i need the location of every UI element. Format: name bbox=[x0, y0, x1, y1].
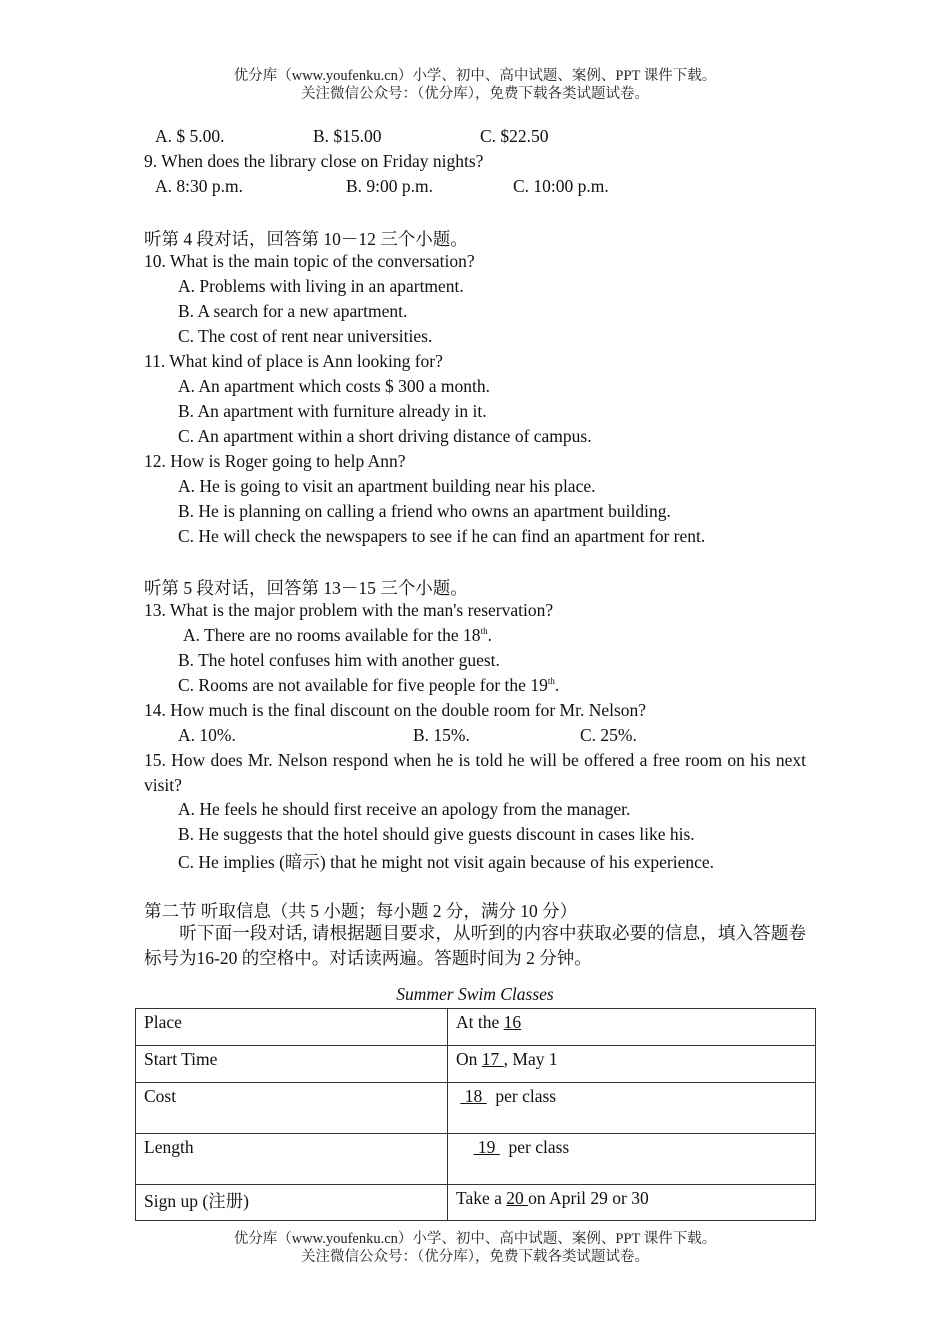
q9-option-c: C. 10:00 p.m. bbox=[513, 176, 609, 196]
q10-question: 10. What is the main topic of the conversation? bbox=[144, 251, 475, 271]
q12-option-b: B. He is planning on calling a friend who owns an apartment building. bbox=[178, 501, 671, 521]
q14-option-c: C. 25%. bbox=[580, 725, 637, 745]
q13-option-b: B. The hotel confuses him with another guest. bbox=[178, 650, 500, 670]
q13-option-c bbox=[178, 675, 559, 696]
row-value-pre bbox=[456, 1137, 474, 1157]
footer-line-1: 优分库（www.youfenku.cn）小学、初中、高中试题、案例、PPT 课件下载。 bbox=[233, 1231, 717, 1247]
table-row bbox=[136, 1009, 816, 1046]
row-value bbox=[448, 1046, 816, 1083]
q9-option-a: A. 8:30 p.m. bbox=[155, 176, 243, 196]
header-line-2: 关注微信公众号：（优分库），免费下载各类试题试卷。 bbox=[301, 86, 649, 102]
q10-option-a: A. Problems with living in an apartment. bbox=[178, 276, 464, 296]
q12-question: 12. How is Roger going to help Ann? bbox=[144, 451, 406, 471]
q13-option-a-text: A. There are no rooms available for the 18 bbox=[183, 625, 481, 645]
row-value-post: , May 1 bbox=[503, 1049, 558, 1069]
answer-blank-20: 20 bbox=[506, 1188, 529, 1208]
table-row bbox=[136, 1185, 816, 1221]
q15-option-c: C. He implies (暗示) that he might not visit again because of his experience. bbox=[178, 852, 715, 872]
q14-option-b: B. 15%. bbox=[413, 725, 470, 745]
q10-option-b: B. A search for a new apartment. bbox=[178, 301, 408, 321]
row-value-pre: At the bbox=[456, 1012, 504, 1032]
q13-option-c-text: C. Rooms are not available for five people for the 19 bbox=[178, 675, 548, 695]
q9-option-b: B. 9:00 p.m. bbox=[346, 176, 434, 196]
q12-option-a: A. He is going to visit an apartment building near his place. bbox=[178, 476, 596, 496]
q8-option-c: C. $22.50 bbox=[480, 126, 549, 146]
answer-blank-18: 18 bbox=[460, 1086, 487, 1106]
q8-option-b: B. $15.00 bbox=[313, 126, 382, 146]
q11-option-c: C. An apartment within a short driving distance of campus. bbox=[178, 426, 592, 446]
part2-instructions: 听下面一段对话, 请根据题目要求，从听到的内容中获取必要的信息，填入答题卷标号为16-20 的空格中。对话读两遍。答题时间为 2 分钟。 bbox=[144, 923, 806, 968]
q14-question: 14. How much is the final discount on the double room for Mr. Nelson? bbox=[144, 700, 647, 720]
table-row bbox=[136, 1046, 816, 1083]
answer-blank-16: 16 bbox=[503, 1012, 522, 1032]
q13-option-c-sup: th bbox=[547, 676, 555, 687]
footer-line-2: 关注微信公众号：（优分库），免费下载各类试题试卷。 bbox=[301, 1249, 649, 1265]
section5-intro: 听第 5 段对话，回答第 13－15 三个小题。 bbox=[144, 578, 468, 598]
row-value-pre: Take a bbox=[456, 1188, 507, 1208]
row-value-pre: On bbox=[456, 1049, 482, 1069]
q12-option-c: C. He will check the newspapers to see if he can find an apartment for rent. bbox=[178, 526, 706, 546]
q13-option-a-end: . bbox=[487, 625, 492, 645]
row-value bbox=[448, 1185, 816, 1221]
part2-title: 第二节 听取信息（共 5 小题；每小题 2 分，满分 10 分） bbox=[144, 901, 578, 921]
q15-option-b: B. He suggests that the hotel should give guests discount in cases like his. bbox=[178, 824, 695, 844]
q13-option-c-end: . bbox=[554, 675, 560, 695]
row-value-post: per class bbox=[499, 1137, 570, 1157]
table-row bbox=[136, 1134, 816, 1185]
row-label: Start Time bbox=[136, 1046, 448, 1083]
section4-intro: 听第 4 段对话，回答第 10－12 三个小题。 bbox=[144, 229, 468, 249]
row-label: Length bbox=[136, 1134, 448, 1185]
row-label: Cost bbox=[136, 1083, 448, 1134]
q11-option-a: A. An apartment which costs $ 300 a month. bbox=[178, 376, 491, 396]
row-value bbox=[448, 1134, 816, 1185]
q11-question: 11. What kind of place is Ann looking for? bbox=[144, 351, 443, 371]
row-label: Sign up (注册) bbox=[136, 1185, 448, 1221]
answer-blank-19: 19 bbox=[473, 1137, 500, 1157]
swim-classes-table bbox=[135, 1008, 816, 1221]
row-label: Place bbox=[136, 1009, 448, 1046]
q13-question: 13. What is the major problem with the man's reservation? bbox=[144, 600, 554, 620]
q9-question: 9. When does the library close on Friday nights? bbox=[144, 151, 484, 171]
row-value-post: per class bbox=[486, 1086, 557, 1106]
row-value bbox=[448, 1083, 816, 1134]
q13-option-a-sup: th bbox=[480, 626, 488, 637]
row-value bbox=[448, 1009, 816, 1046]
answer-blank-17: 17 bbox=[481, 1049, 504, 1069]
q14-option-a: A. 10%. bbox=[178, 725, 236, 745]
q8-option-a: A. $ 5.00. bbox=[155, 126, 225, 146]
table-caption: Summer Swim Classes bbox=[396, 984, 554, 1004]
q10-option-c: C. The cost of rent near universities. bbox=[178, 326, 433, 346]
q15-option-a: A. He feels he should first receive an apology from the manager. bbox=[178, 799, 631, 819]
table-row bbox=[136, 1083, 816, 1134]
q13-option-a bbox=[183, 625, 492, 646]
row-value-post: on April 29 or 30 bbox=[528, 1188, 649, 1208]
header-line-1: 优分库（www.youfenku.cn）小学、初中、高中试题、案例、PPT 课件下载。 bbox=[233, 68, 717, 84]
q15-question: 15. How does Mr. Nelson respond when he is told he will be offered a free room on his next visit? bbox=[144, 750, 806, 795]
q11-option-b: B. An apartment with furniture already in it. bbox=[178, 401, 487, 421]
